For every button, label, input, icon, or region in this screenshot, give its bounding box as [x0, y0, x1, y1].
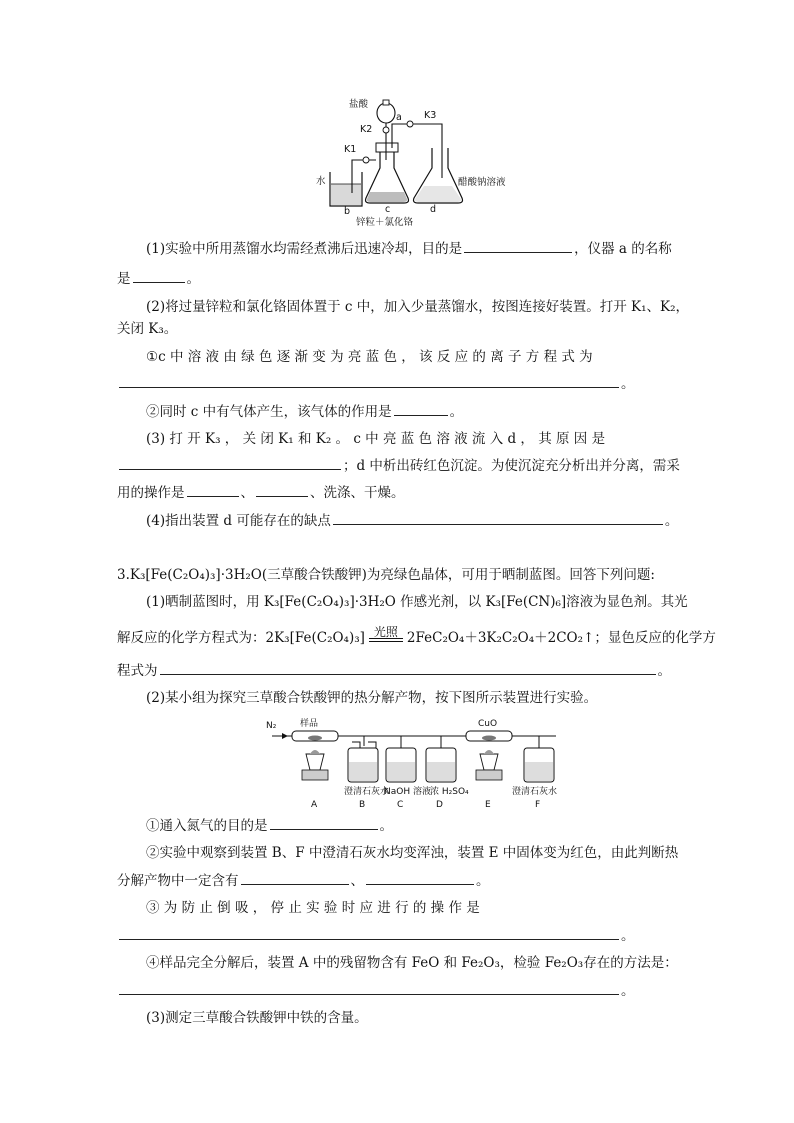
p3-item2-end: 。: [476, 873, 490, 889]
beaker-b: [330, 172, 362, 206]
label-A: A: [311, 800, 318, 810]
label-bottom: 锌粒＋氯化铬: [356, 217, 414, 228]
label-d: d: [430, 204, 437, 215]
label-b: b: [344, 206, 351, 217]
q3-line1: (3) 打 开 K₃ ， 关 闭 K₁ 和 K₂ 。 c 中 亮 蓝 色 溶 液 流 入 d ， 其 原 因 是: [146, 431, 606, 447]
p3-item1: [146, 815, 393, 836]
answer-blank[interactable]: [366, 870, 474, 885]
p3-item2-sep: 、: [350, 873, 364, 889]
label-E: E: [485, 800, 491, 810]
q1-line1: [146, 238, 672, 259]
label-cuo: CuO: [478, 719, 498, 729]
label-D: D: [436, 800, 443, 810]
q2-sub2-text: ②同时 c 中有气体产生，该气体的作用是: [146, 404, 392, 420]
reaction-condition: 光照: [373, 625, 398, 639]
q2-sub1-end: 。: [621, 376, 635, 392]
p3-eq-right: 2FeC₂O₄＋3K₂C₂O₄＋2CO₂↑；显色反应的化学方: [406, 630, 716, 646]
q1-text-c: 是: [117, 271, 131, 287]
q1-text-b: ，仪器 a 的名称: [574, 241, 672, 257]
p3-item1-text: ①通入氮气的目的是: [146, 818, 268, 834]
label-B: B: [359, 800, 366, 810]
flask-d: [414, 148, 463, 203]
flask-c: [366, 143, 409, 203]
answer-blank[interactable]: [119, 980, 619, 995]
answer-blank[interactable]: [256, 482, 308, 497]
label-n2: N₂: [266, 721, 277, 731]
label-h2so4: 浓 H₂SO₄: [430, 787, 469, 797]
label-water: 水: [316, 176, 326, 187]
q2-sub1-answer: [117, 373, 635, 394]
q4-line1: [146, 510, 678, 531]
answer-blank[interactable]: [187, 482, 239, 497]
q3-line3-c: 、洗涤、干燥。: [310, 485, 405, 501]
q3-line3: [117, 482, 405, 503]
q3-line2: [117, 455, 680, 476]
label-limewater-b: 澄清石灰水: [344, 787, 390, 797]
q3-line3-b: 、: [240, 485, 254, 501]
q2-line1: (2)将过量锌粒和氯化铬固体置于 c 中，加入少量蒸馏水，按图连接好装置。打开 K₁、K₂，: [146, 299, 690, 315]
apparatus-figure-2: [0, 712, 794, 812]
apparatus-figure-1: [0, 0, 794, 240]
p3-s1-line1: (1)晒制蓝图时，用 K₃[Fe(C₂O₄)₃]·3H₂O 作感光剂，以 K₃[Fe(CN)₆]溶液为显色剂。其光: [146, 594, 688, 610]
answer-blank[interactable]: [119, 925, 619, 940]
q3-line3-a: 用的操作是: [117, 485, 185, 501]
label-C: C: [397, 800, 404, 810]
p3-item3: ③ 为 防 止 倒 吸 ， 停 止 实 验 时 应 进 行 的 操 作 是: [146, 900, 480, 916]
p3-s3: (3)测定三草酸合铁酸钾中铁的含量。: [146, 1010, 368, 1026]
answer-blank[interactable]: [119, 373, 619, 388]
q1-text-a: (1)实验中所用蒸馏水均需经煮沸后迅速冷却，目的是: [146, 241, 463, 257]
connecting-tube: [392, 121, 442, 178]
label-naoh: NaOH 溶液: [384, 787, 431, 797]
q2-sub2-end: 。: [449, 404, 464, 420]
answer-blank[interactable]: [333, 510, 663, 525]
label-F: F: [535, 800, 541, 810]
answer-blank[interactable]: [133, 268, 185, 283]
q4-text: (4)指出装置 d 可能存在的缺点: [146, 513, 331, 529]
p3-s1-line3-text: 程式为: [117, 663, 158, 679]
p3-s1-line3: [117, 660, 671, 681]
q2-sub2: [146, 401, 463, 422]
answer-blank[interactable]: [119, 455, 341, 470]
p3-item3-end: 。: [621, 928, 635, 944]
label-a: a: [396, 112, 402, 123]
label-hcl: 盐酸: [349, 99, 369, 110]
label-c: c: [385, 204, 391, 215]
p3-item2-line1: ②实验中观察到装置 B、F 中澄清石灰水均变浑浊，装置 E 中固体变为红色，由此判断热: [146, 845, 679, 861]
label-k1: K1: [344, 144, 357, 155]
p3-eq-left: 解反应的化学方程式为：2K₃[Fe(C₂O₄)₃]: [117, 630, 365, 646]
p3-s2: (2)某小组为探究三草酸合铁酸钾的热分解产物，按下图所示装置进行实验。: [146, 690, 598, 706]
bottle-b: [348, 736, 378, 782]
answer-blank[interactable]: [241, 870, 349, 885]
answer-blank[interactable]: [464, 238, 572, 253]
label-limewater-f: 澄清石灰水: [512, 787, 558, 797]
p3-item2-line2: [117, 870, 490, 891]
answer-blank[interactable]: [394, 401, 448, 416]
p3-intro: 3.K₃[Fe(C₂O₄)₃]·3H₂O(三草酸合铁酸钾)为亮绿色晶体，可用于晒制蓝图。回答下列问题:: [117, 567, 655, 583]
p3-s1-end: 。: [657, 663, 671, 679]
q2-line2: 关闭 K₃。: [117, 321, 178, 337]
answer-blank[interactable]: [270, 815, 378, 830]
q2-sub1: ①c 中 溶 液 由 绿 色 逐 渐 变 为 亮 蓝 色 ， 该 反 应 的 离 子 方 程 式 为: [146, 349, 593, 365]
p3-item4: ④样品完全分解后，装置 A 中的残留物含有 FeO 和 Fe₂O₃，检验 Fe₂O₃存在的方法是：: [146, 955, 678, 971]
bottle-c: [386, 736, 416, 782]
bottle-d: [426, 736, 456, 782]
p3-s1-line2: [117, 625, 716, 648]
q1-line2: [117, 268, 200, 289]
label-k2: K2: [360, 124, 373, 135]
p3-item2-text: 分解产物中一定含有: [117, 873, 239, 889]
label-k3: K3: [424, 110, 437, 121]
answer-blank[interactable]: [160, 660, 656, 675]
p3-item4-end: 。: [621, 983, 635, 999]
q3-line2-text: ；d 中析出砖红色沉淀。为使沉淀充分析出并分离，需采: [343, 458, 680, 474]
p3-item1-end: 。: [379, 818, 393, 834]
reaction-arrow: [369, 625, 403, 642]
q4-end: 。: [664, 513, 679, 529]
p3-item4-answer: [117, 980, 635, 1001]
tube-a: [292, 731, 338, 780]
p3-item3-answer: [117, 925, 635, 946]
label-naac: 醋酸钠溶液: [458, 177, 506, 188]
q1-text-d: 。: [186, 271, 200, 287]
bottle-f: [524, 736, 554, 782]
label-sample: 样品: [300, 719, 319, 729]
tube-e: [466, 731, 512, 780]
